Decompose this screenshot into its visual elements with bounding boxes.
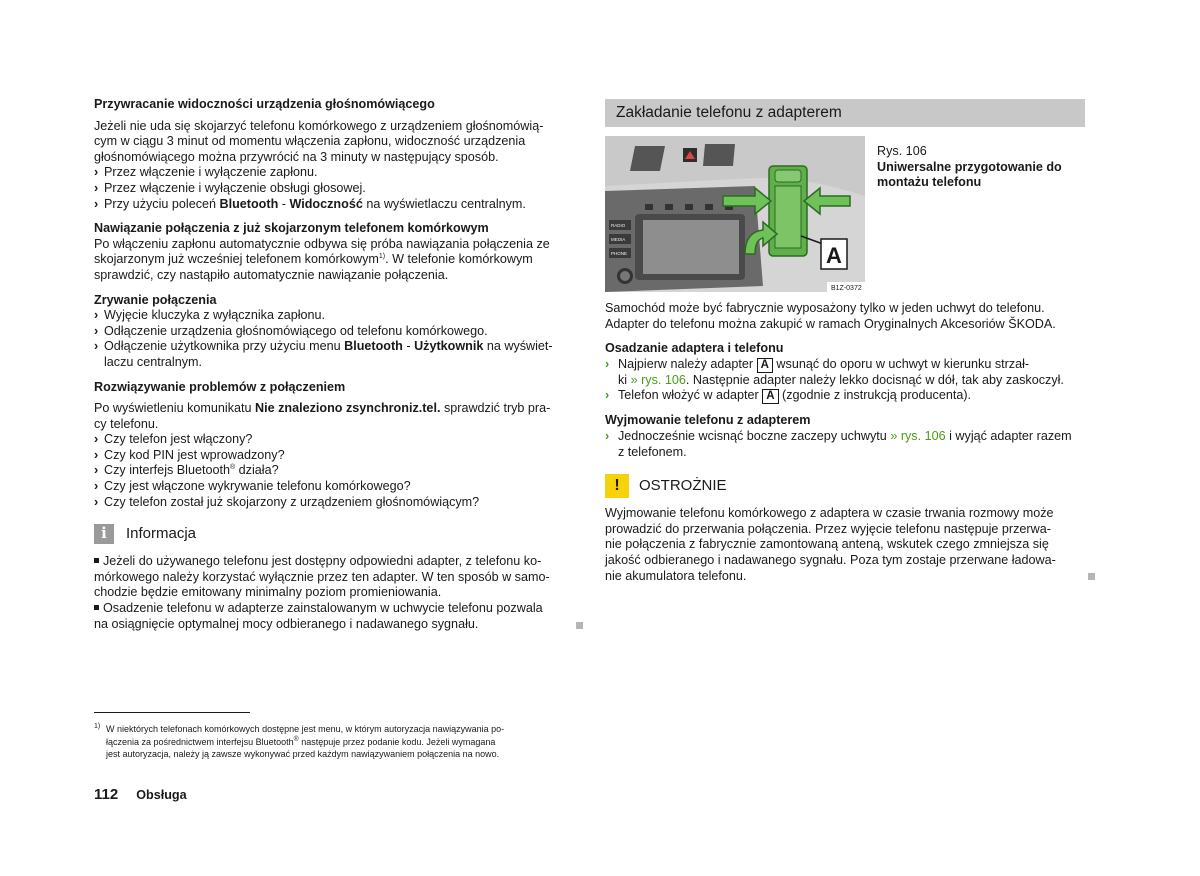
section-troubleshooting [94, 380, 574, 511]
square-bullet-icon [94, 558, 99, 563]
footnote-line: łączenia za pośrednictwem interfejsu Bluetooth® następuje przez podanie kodu. Jeżeli wymagana [106, 735, 496, 747]
chevron-right-icon: › [605, 428, 610, 443]
chevron-right-icon: › [605, 388, 610, 403]
list-item: › Czy telefon jest włączony? [94, 432, 253, 447]
marker-a-box: A [757, 358, 773, 373]
figure-caption-line: montażu telefonu [877, 175, 982, 190]
right-column [605, 99, 1085, 584]
list-item: › Wyjęcie kluczyka z wyłącznika zapłonu. [94, 308, 326, 323]
marker-a-box: A [762, 389, 778, 404]
chevron-right-icon: › [94, 447, 99, 462]
list-item: › Telefon włożyć w adapter A (zgodnie z instrukcją producenta). [605, 388, 972, 403]
figure-caption-line: Uniwersalne przygotowanie do [877, 159, 1062, 174]
info-icon: i [94, 524, 114, 544]
caution-header [605, 474, 1085, 498]
section-title: Zrywanie połączenia [94, 292, 217, 307]
figure-label: Rys. 106 [877, 144, 927, 158]
footer-section: Obsługa [136, 788, 187, 802]
chevron-right-icon: › [94, 339, 99, 354]
paragraph-line: Jeżeli do używanego telefonu jest dostępny odpowiedni adapter, z telefonu ko- [94, 554, 574, 570]
info-header [94, 524, 574, 544]
paragraph-line: Samochód może być fabrycznie wyposażony tylko w jeden uchwyt do telefonu. [605, 301, 1045, 315]
info-body [94, 554, 574, 632]
section-title-bar: Zakładanie telefonu z adapterem [605, 99, 1085, 127]
section-title: Nawiązanie połączenia z już skojarzonym telefonem komórkowym [94, 221, 489, 236]
paragraph-line: Adapter do telefonu można zakupić w ramach Oryginalnych Akcesoriów ŠKODA. [605, 316, 1056, 331]
paragraph-line: cym w ciągu 3 minut od momentu włączenia zapłonu, widoczność urządzenia [94, 134, 526, 149]
section-disconnect [94, 293, 574, 371]
footnote [94, 723, 574, 761]
figure-code: B1Z-0372 [831, 285, 862, 292]
chevron-right-icon: › [94, 196, 99, 211]
paragraph-line: chodzie będzie emitowany minimalny poziom promieniowania. [94, 585, 442, 600]
chevron-right-icon: › [94, 308, 99, 323]
page-footer [94, 787, 187, 804]
paragraph-line: Po włączeniu zapłonu automatycznie odbywa się próba nawiązania połączenia ze [94, 236, 550, 251]
list-item: › Czy jest włączone wykrywanie telefonu komórkowego? [94, 479, 411, 494]
footnote-line: jest autoryzacja, należy ją zawsze wykonywać przed każdym nawiązywaniem połączenia na nowo. [106, 749, 500, 759]
section-title: Przywracanie widoczności urządzenia głośnomówiącego [94, 97, 435, 111]
chevron-right-icon: › [94, 165, 99, 180]
paragraph-line: Jeżeli nie uda się skojarzyć telefonu komórkowego z urządzeniem głośnomówią- [94, 118, 544, 133]
paragraph-line: sprawdzić, czy nastąpiło automatycznie nawiązanie połączenia. [94, 267, 449, 282]
section-reconnect [94, 221, 574, 283]
chevron-right-icon: › [94, 432, 99, 447]
list-item: › Najpierw należy adapter A wsunąć do oporu w uchwyt w kierunku strzał- ki » rys. 106. Następnie adapter należy lekko docisnąć w dół, tak aby zaskoczył. [605, 356, 1064, 387]
paragraph-line: mórkowego należy korzystać wyłącznie przez ten adapter. W ten sposób w samo- [94, 569, 550, 584]
section-removal [605, 413, 1085, 460]
section-mounting [605, 341, 1085, 404]
radio-button-label: RADIO [611, 223, 626, 228]
list-item: › Jednocześnie wcisnąć boczne zaczepy uchwytu » rys. 106 i wyjąć adapter razem z telefonem. [605, 428, 1072, 459]
figure-row [605, 136, 1085, 292]
figure-marker-a: A [826, 243, 842, 268]
left-column [94, 97, 574, 632]
paragraph-line: głośnomówiącego można przywrócić na 3 minuty w następujący sposób. [94, 149, 499, 164]
footnote-number: 1) [94, 723, 101, 730]
footnote-divider [94, 712, 250, 713]
section-title: Wyjmowanie telefonu z adapterem [605, 413, 811, 428]
paragraph-line: Wyjmowanie telefonu komórkowego z adaptera w czasie trwania rozmowy może [605, 506, 1054, 521]
list-item: › Czy interfejs Bluetooth® działa? [94, 463, 279, 478]
paragraph-line: skojarzonym już wcześniej telefonem komórkowym$^{1)}$. W telefonie komórkowym [94, 252, 533, 267]
paragraph-line: Po wyświetleniu komunikatu Nie znaleziono zsynchroniz.tel. sprawdzić tryb pra- [94, 401, 551, 416]
page-number: 112 [94, 786, 119, 803]
paragraph-line: na osiągnięcie optymalnej mocy odbieranego i nadawanego sygnału. [94, 616, 479, 631]
list-item: › Przez włączenie i wyłączenie zapłonu. [94, 165, 318, 180]
chevron-right-icon: › [94, 180, 99, 195]
paragraph-line: nie akumulatora telefonu. [605, 568, 747, 583]
warning-icon: ! [605, 474, 629, 498]
chevron-right-icon: › [605, 356, 610, 371]
chevron-right-icon: › [94, 463, 99, 478]
figure-caption [865, 136, 1062, 292]
dashboard-illustration [605, 136, 865, 292]
end-mark-icon [1088, 573, 1095, 580]
list-item: › Odłączenie użytkownika przy użyciu menu Bluetooth - Użytkownik na wyświet- laczu centralnym. [94, 339, 553, 369]
chevron-right-icon: › [94, 494, 99, 509]
chevron-right-icon: › [94, 323, 99, 338]
list-item: › Przez włączenie i wyłączenie obsługi głosowej. [94, 180, 366, 195]
media-button-label: MEDIA [611, 237, 626, 242]
end-mark-icon [576, 622, 583, 629]
square-bullet-icon [94, 605, 99, 610]
caution-title: OSTROŻNIE [639, 477, 727, 495]
phone-button-label: PHONE [611, 251, 628, 256]
paragraph-line: cy telefonu. [94, 416, 159, 431]
section-title: Rozwiązywanie problemów z połączeniem [94, 379, 346, 394]
list-item: › Czy telefon został już skojarzony z urządzeniem głośnomówiącym? [94, 494, 480, 509]
info-title: Informacja [126, 525, 197, 543]
figure-reference-link[interactable]: » rys. 106 [890, 428, 946, 443]
paragraph-line: nie połączenia z fabrycznie zamontowaną anteną, wskutek czego zmniejsza się [605, 537, 1049, 552]
figure-phone-adapter [605, 136, 865, 292]
chevron-right-icon: › [94, 479, 99, 494]
footnote-line: W niektórych telefonach komórkowych dostępne jest menu, w którym autoryzacja nawiązywania po- [106, 724, 505, 734]
list-item: › Odłączenie urządzenia głośnomówiącego od telefonu komórkowego. [94, 323, 488, 338]
section-restore-visibility [94, 97, 574, 212]
list-item: › Czy kod PIN jest wprowadzony? [94, 447, 285, 462]
paragraph-line: prowadzić do przerwania połączenia. Przez wyjęcie telefonu następuje przerwa- [605, 521, 1051, 536]
list-item: › Przy użyciu poleceń Bluetooth - Widoczność na wyświetlaczu centralnym. [94, 196, 526, 211]
intro-paragraph [605, 301, 1085, 332]
caution-body [605, 506, 1085, 584]
figure-reference-link[interactable]: » rys. 106 [630, 372, 686, 387]
section-title: Osadzanie adaptera i telefonu [605, 341, 784, 356]
paragraph-line: Osadzenie telefonu w adapterze zainstalowanym w uchwycie telefonu pozwala [94, 601, 574, 617]
paragraph-line: jakość odbieranego i nadawanego sygnału. Poza tym zostaje przerwane ładowa- [605, 552, 1056, 567]
